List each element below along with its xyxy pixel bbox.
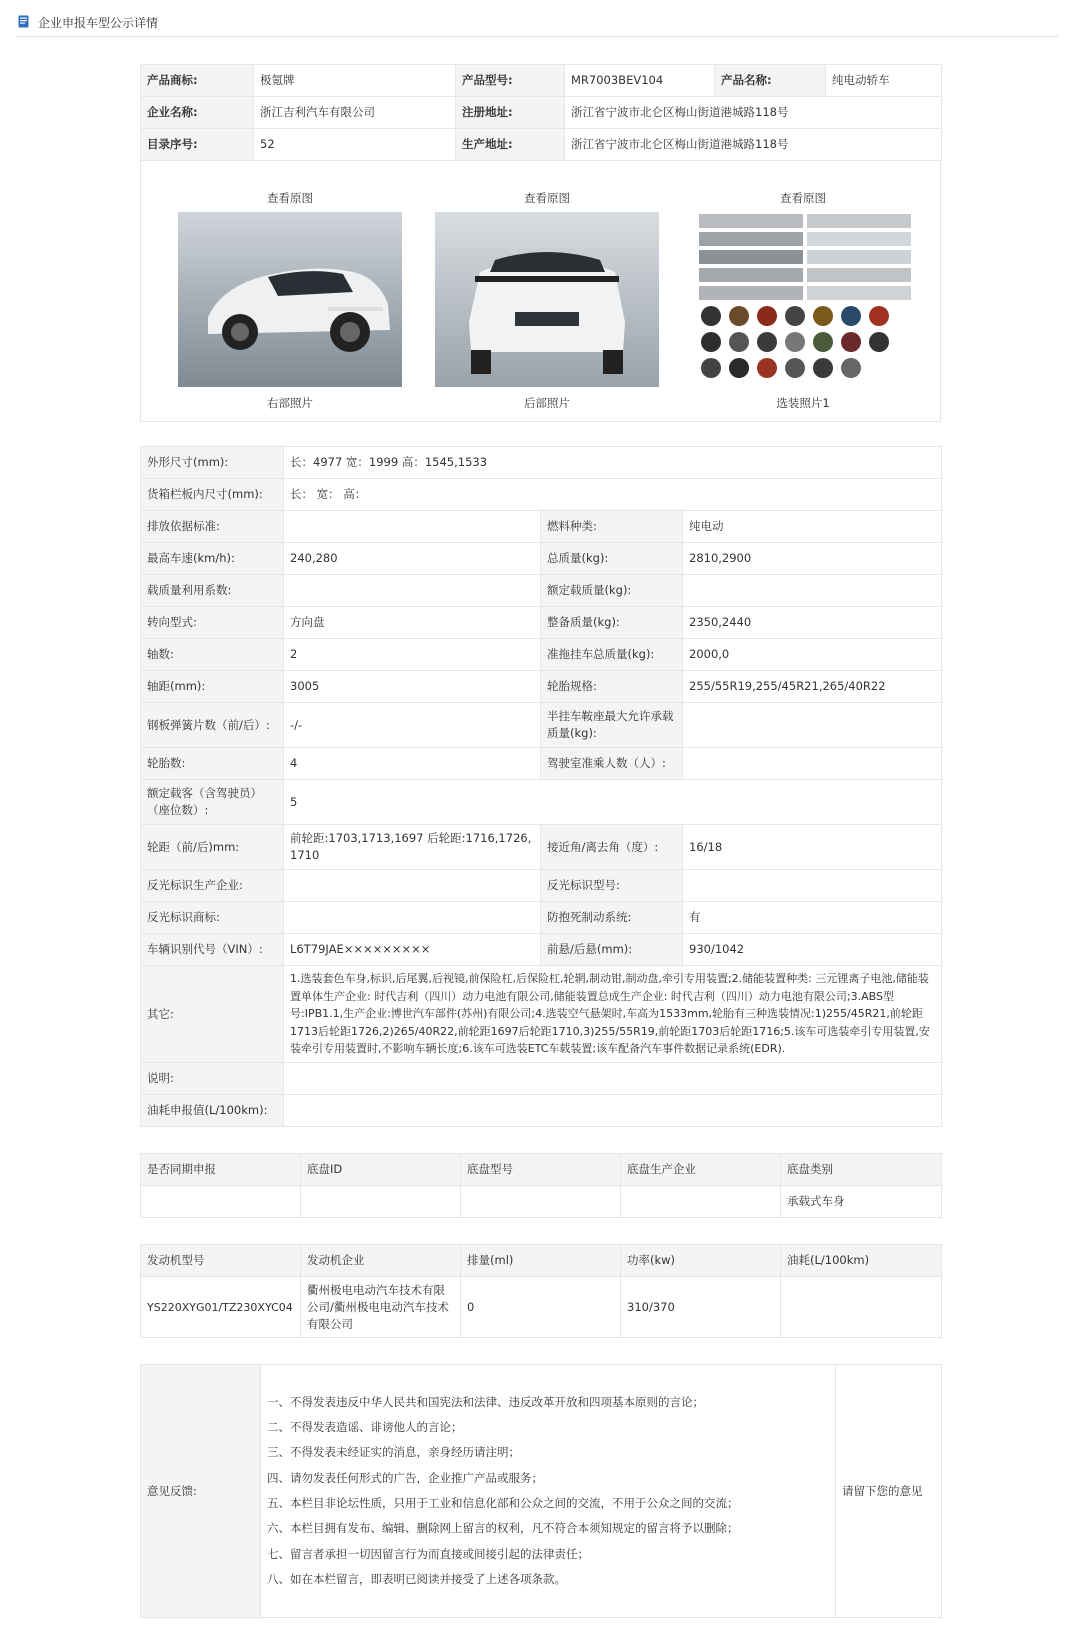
- trailer-value: 2000,0: [683, 639, 942, 671]
- option-photos-image[interactable]: [691, 212, 915, 387]
- chassis-cell: [301, 1186, 461, 1218]
- chassis-header: 底盘生产企业: [621, 1154, 781, 1186]
- dims-label: 外形尺寸(mm):: [141, 447, 284, 479]
- abs-label: 防抱死制动系统:: [541, 902, 683, 934]
- company-value: 浙江吉利汽车有限公司: [254, 97, 456, 129]
- vin-label: 车辆识别代号（VIN）:: [141, 934, 284, 966]
- chassis-header: 是否同期申报: [141, 1154, 301, 1186]
- engine-cell: 310/370: [621, 1277, 781, 1338]
- engine-cell: YS220XYG01/TZ230XYC04: [141, 1277, 301, 1338]
- trailer-label: 准拖挂车总质量(kg):: [541, 639, 683, 671]
- rated-load-label: 额定载质量(kg):: [541, 575, 683, 607]
- consumption-label: 油耗申报值(L/100km):: [141, 1095, 284, 1127]
- view-original-link[interactable]: 查看原图: [524, 191, 570, 205]
- table-row: [141, 1277, 942, 1338]
- brand-label: 产品商标:: [141, 65, 254, 97]
- cab-value: [683, 748, 942, 780]
- feedback-label: 意见反馈:: [141, 1365, 261, 1618]
- vin-value: L6T79JAE×××××××××: [284, 934, 541, 966]
- feedback-rules: [261, 1365, 836, 1618]
- tire-value: 255/55R19,255/45R21,265/40R22: [683, 671, 942, 703]
- reg-addr-label: 注册地址:: [456, 97, 565, 129]
- page-header: [16, 10, 1058, 37]
- cab-label: 驾驶室准乘人数（人）:: [541, 748, 683, 780]
- wheelbase-value: 3005: [284, 671, 541, 703]
- track-value: 前轮距:1703,1713,1697 后轮距:1716,1726,1710: [284, 825, 541, 870]
- chassis-header: 底盘类别: [781, 1154, 942, 1186]
- chassis-header: 底盘ID: [301, 1154, 461, 1186]
- leave-comment-link[interactable]: 请留下您的意见: [836, 1365, 942, 1618]
- engine-header: 功率(kw): [621, 1245, 781, 1277]
- emission-value: [284, 511, 541, 543]
- feedback-table: [140, 1364, 942, 1618]
- chassis-table: [140, 1153, 942, 1218]
- steering-value: 方向盘: [284, 607, 541, 639]
- angle-value: 16/18: [683, 825, 942, 870]
- tires-count-value: 4: [284, 748, 541, 780]
- spring-value: -/-: [284, 703, 541, 748]
- tires-count-label: 轮胎数:: [141, 748, 284, 780]
- tire-label: 轮胎规格:: [541, 671, 683, 703]
- fuel-value: 纯电动: [683, 511, 942, 543]
- photo-caption: 后部照片: [524, 396, 570, 410]
- car-right-image[interactable]: [178, 212, 402, 387]
- rule-item: 六、本栏目拥有发布、编辑、删除网上留言的权利，凡不符合本须知规定的留言将予以删除；: [267, 1521, 739, 1536]
- chassis-cell: [141, 1186, 301, 1218]
- curb-label: 整备质量(kg):: [541, 607, 683, 639]
- catalog-label: 目录序号:: [141, 129, 254, 161]
- prod-addr-value: 浙江省宁波市北仑区梅山街道港城路118号: [565, 129, 942, 161]
- reflect-maker-label: 反光标识生产企业:: [141, 870, 284, 902]
- engine-header: 排量(ml): [461, 1245, 621, 1277]
- reg-addr-value: 浙江省宁波市北仑区梅山街道港城路118号: [565, 97, 942, 129]
- engine-cell: [781, 1277, 942, 1338]
- angle-label: 接近角/离去角（度）:: [541, 825, 683, 870]
- steering-label: 转向型式:: [141, 607, 284, 639]
- load-util-label: 载质量利用系数:: [141, 575, 284, 607]
- reflect-maker-value: [284, 870, 541, 902]
- rule-item: 七、留言者承担一切因留言行为而直接或间接引起的法律责任；: [267, 1546, 589, 1561]
- name-value: 纯电动轿车: [826, 65, 942, 97]
- engine-table: [140, 1244, 942, 1338]
- track-label: 轮距（前/后)mm:: [141, 825, 284, 870]
- page-title: 企业申报车型公示详情: [38, 16, 159, 30]
- view-original-link[interactable]: 查看原图: [780, 191, 826, 205]
- rule-item: 一、不得发表违反中华人民共和国宪法和法律、违反改革开放和四项基本原则的言论；: [267, 1394, 704, 1409]
- chassis-cell: [621, 1186, 781, 1218]
- reflect-model-label: 反光标识型号:: [541, 870, 683, 902]
- seats-value: 5: [284, 780, 942, 825]
- prod-addr-label: 生产地址:: [456, 129, 565, 161]
- book-icon: [18, 15, 29, 28]
- other-value: 1.选装套色车身,标识,后尾翼,后视镜,前保险杠,后保险杠,轮辋,制动钳,制动盘,牵引专用装置;2.储能装置种类: 三元锂离子电池,储能装置单体生产企业: 时代吉利（四川）动力电池有限公司,储能装置总成生产企业: 时代吉利（四川）动力电池有限公司;3.ABS型号:IPB1.1,生产企业:博世汽车部件(苏州)有限公司;4.选装空气悬架时,车高为1533mm,轮胎有三种选装情况:1)255/45R21,前轮距1713后轮距1726,2)265/40R22,前轮距1697后轮距1710,3)255/55R19,前轮距1703后轮距1716;5.该车可选装牵引专用装置,安装牵引专用装置时,不影响车辆长度;6.该车可选装ETC车载装置;该车配备汽车事件数据记录系统(EDR).: [284, 966, 942, 1063]
- engine-header: 发动机企业: [301, 1245, 461, 1277]
- cargo-value: 长： 宽： 高：: [284, 479, 942, 511]
- company-label: 企业名称:: [141, 97, 254, 129]
- reflect-brand-value: [284, 902, 541, 934]
- basic-info-table: [140, 64, 942, 161]
- spring-label: 钢板弹簧片数（前/后）:: [141, 703, 284, 748]
- reflect-model-value: [683, 870, 942, 902]
- engine-header: 油耗(L/100km): [781, 1245, 942, 1277]
- curb-value: 2350,2440: [683, 607, 942, 639]
- overhang-value: 930/1042: [683, 934, 942, 966]
- saddle-value: [683, 703, 942, 748]
- speed-label: 最高车速(km/h):: [141, 543, 284, 575]
- rated-load-value: [683, 575, 942, 607]
- other-label: 其它:: [141, 966, 284, 1063]
- note-value: [284, 1063, 942, 1095]
- engine-header: 发动机型号: [141, 1245, 301, 1277]
- axles-label: 轴数:: [141, 639, 284, 671]
- note-label: 说明:: [141, 1063, 284, 1095]
- fuel-label: 燃料种类:: [541, 511, 683, 543]
- total-mass-label: 总质量(kg):: [541, 543, 683, 575]
- brand-value: 极氪牌: [254, 65, 456, 97]
- params-table: [140, 446, 942, 1127]
- view-original-link[interactable]: 查看原图: [267, 191, 313, 205]
- consumption-value: [284, 1095, 942, 1127]
- name-label: 产品名称:: [715, 65, 826, 97]
- chassis-header: 底盘型号: [461, 1154, 621, 1186]
- wheelbase-label: 轴距(mm):: [141, 671, 284, 703]
- load-util-value: [284, 575, 541, 607]
- catalog-value: 52: [254, 129, 456, 161]
- model-value: MR7003BEV104: [565, 65, 715, 97]
- photo-caption: 右部照片: [267, 396, 313, 410]
- rule-item: 八、如在本栏留言，即表明已阅读并接受了上述各项条款。: [267, 1571, 566, 1586]
- seats-label: 额定载客（含驾驶员）（座位数）:: [141, 780, 284, 825]
- photo-gallery: [140, 160, 941, 422]
- model-label: 产品型号:: [456, 65, 565, 97]
- car-rear-image[interactable]: [435, 212, 659, 387]
- overhang-label: 前悬/后悬(mm):: [541, 934, 683, 966]
- dims-value: 长：4977 宽：1999 高：1545,1533: [284, 447, 942, 479]
- rule-item: 五、本栏目非论坛性质，只用于工业和信息化部和公众之间的交流，不用于公众之间的交流；: [267, 1496, 739, 1510]
- emission-label: 排放依据标准:: [141, 511, 284, 543]
- table-row: [141, 1186, 942, 1218]
- chassis-cell: 承载式车身: [781, 1186, 942, 1218]
- engine-cell: 衢州极电电动汽车技术有限公司/衢州极电电动汽车技术有限公司: [301, 1277, 461, 1338]
- abs-value: 有: [683, 902, 942, 934]
- saddle-label: 半挂车鞍座最大允许承载质量(kg):: [541, 703, 683, 748]
- reflect-brand-label: 反光标识商标:: [141, 902, 284, 934]
- total-mass-value: 2810,2900: [683, 543, 942, 575]
- engine-cell: 0: [461, 1277, 621, 1338]
- chassis-cell: [461, 1186, 621, 1218]
- axles-value: 2: [284, 639, 541, 671]
- rule-item: 二、不得发表造谣、诽谤他人的言论；: [267, 1420, 463, 1435]
- rule-item: 三、不得发表未经证实的消息，亲身经历请注明；: [267, 1445, 520, 1460]
- speed-value: 240,280: [284, 543, 541, 575]
- photo-caption: 选装照片1: [776, 396, 830, 410]
- rule-item: 四、请勿发表任何形式的广告，企业推广产品或服务；: [267, 1470, 543, 1485]
- cargo-label: 货箱栏板内尺寸(mm):: [141, 479, 284, 511]
